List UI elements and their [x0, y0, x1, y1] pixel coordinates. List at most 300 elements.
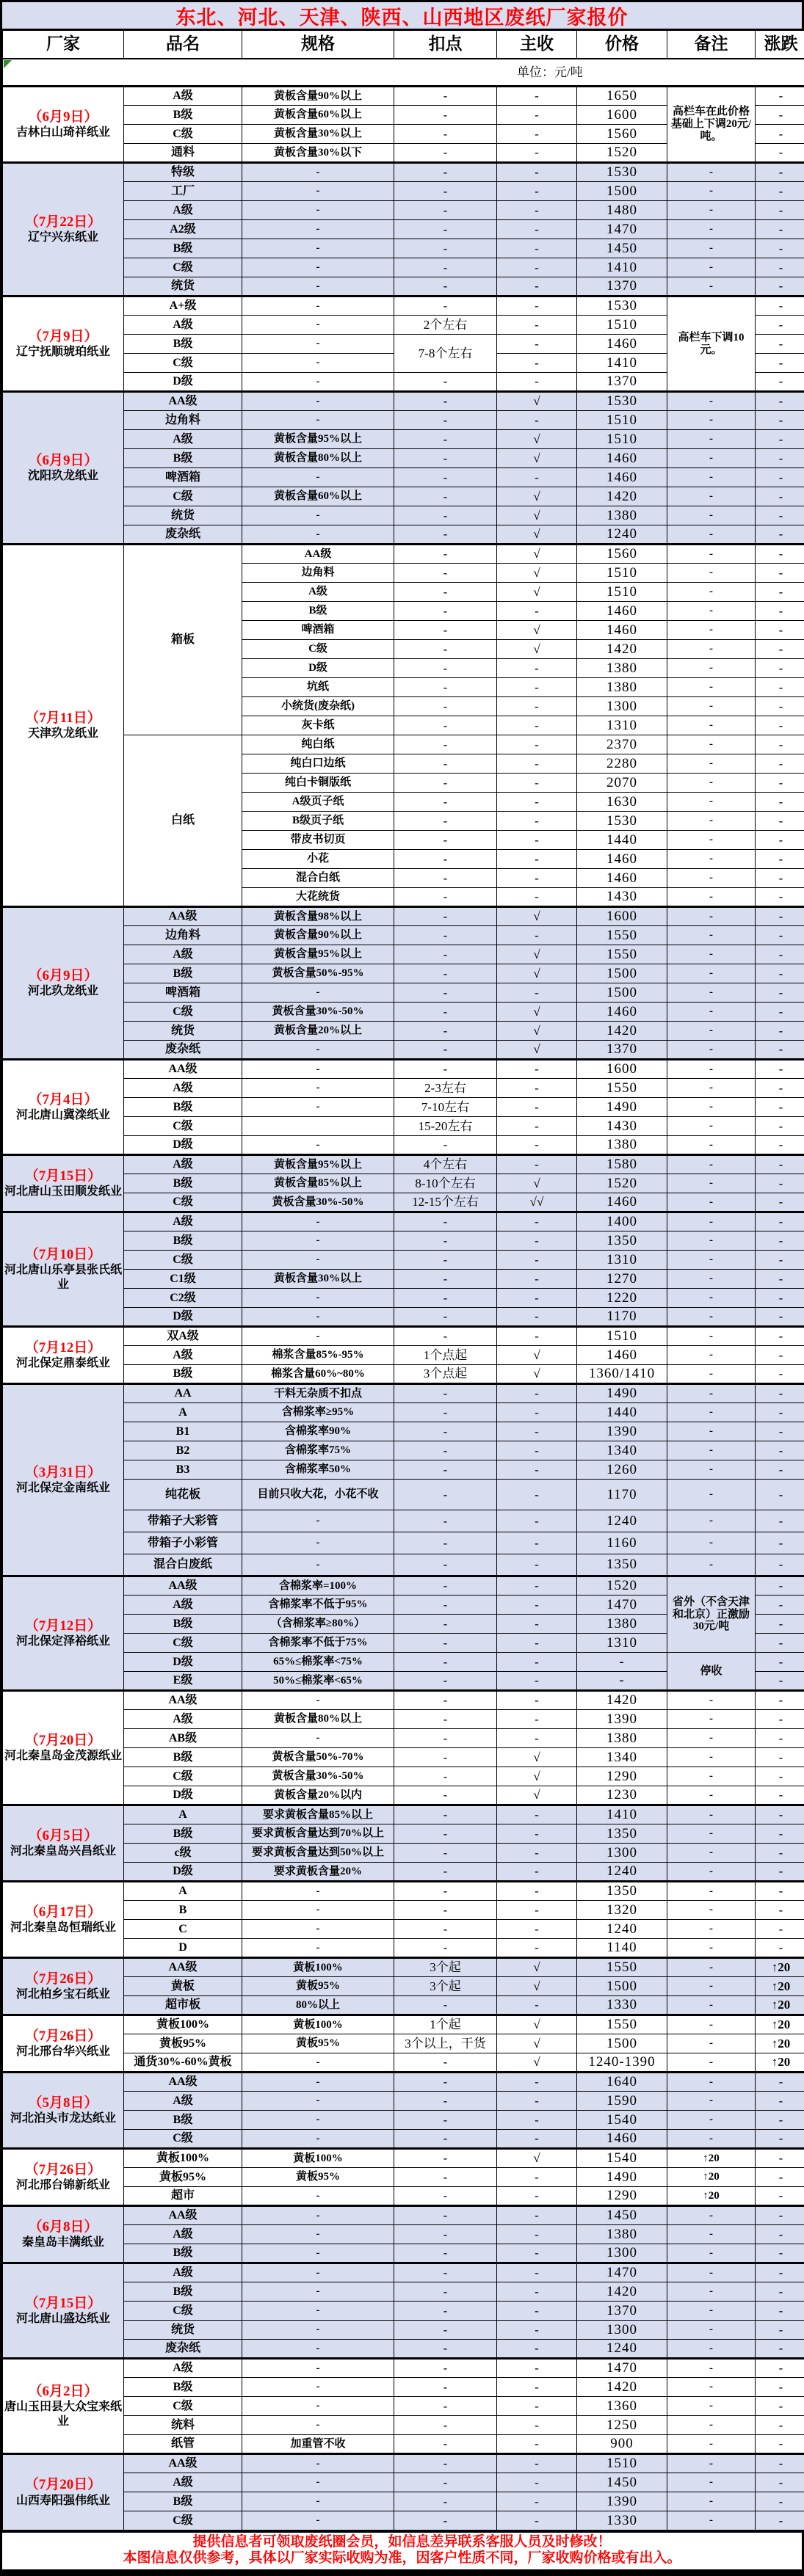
change-cell: -: [756, 945, 804, 964]
spec-cell: -: [242, 392, 394, 411]
change-cell: -: [756, 831, 804, 850]
spec-cell: -: [242, 258, 394, 277]
note-cell: -: [667, 2225, 756, 2244]
deduction-cell: 15-20左右: [394, 1117, 497, 1136]
main-collect-cell: √√: [497, 1193, 577, 1212]
product-name-cell: B3: [124, 1460, 242, 1480]
price-cell: 1460: [577, 449, 667, 468]
note-cell: -: [667, 869, 756, 888]
note-cell: -: [667, 1079, 756, 1098]
factory-name: 秦皇岛丰满纸业: [4, 2235, 122, 2250]
main-collect-cell: √: [497, 1365, 577, 1384]
deduction-cell: -: [394, 888, 497, 907]
main-collect-cell: √: [497, 564, 577, 583]
deduction-cell: 2-3左右: [394, 1079, 497, 1098]
price-cell: 1470: [577, 220, 667, 239]
spec-cell: -: [242, 316, 394, 335]
price-cell: 1460: [577, 602, 667, 621]
factory-name: 河北秦皇岛恒瑞纸业: [4, 1921, 122, 1935]
factory-date: （7月12日）: [4, 1339, 122, 1357]
price-cell: 1370: [577, 373, 667, 392]
table-row: [3, 296, 804, 316]
main-collect-cell: -: [497, 1691, 577, 1710]
factory-name: 河北唐山乐亭县张氏纸业: [4, 1263, 122, 1292]
price-cell: 1240: [577, 1510, 667, 1532]
main-collect-cell: -: [497, 1653, 577, 1672]
product-name-cell: 超市板: [124, 1996, 242, 2015]
factory-name: 辽宁兴东纸业: [4, 230, 122, 245]
spec-cell: 黄板含量95%以上: [242, 430, 394, 449]
price-cell: 1340: [577, 1441, 667, 1460]
note-cell: -: [667, 1977, 756, 1996]
product-name-cell: 箱板: [124, 545, 242, 735]
note-cell: -: [667, 2092, 756, 2111]
price-cell: 1420: [577, 2378, 667, 2397]
price-cell: 1170: [577, 1308, 667, 1327]
product-name-cell: A级: [124, 2092, 242, 2111]
main-collect-cell: -: [497, 812, 577, 831]
deduction-cell: -: [394, 1863, 497, 1882]
price-cell: 1160: [577, 1532, 667, 1554]
product-name-cell: A级: [124, 1346, 242, 1365]
deduction-cell: -: [394, 1691, 497, 1710]
main-collect-cell: -: [497, 1060, 577, 1079]
factory-cell: [3, 1384, 124, 1576]
note-cell: -: [667, 1155, 756, 1174]
change-cell: -: [756, 1117, 804, 1136]
main-collect-cell: -: [497, 1939, 577, 1958]
spec-cell: -: [242, 1882, 394, 1901]
note-cell: -: [667, 2130, 756, 2149]
price-cell: 1460: [577, 1346, 667, 1365]
spec-cell: 黄板含量95%以上: [242, 945, 394, 964]
note-cell: -: [667, 2282, 756, 2302]
deduction-cell: -: [394, 926, 497, 945]
note-cell: -: [667, 2263, 756, 2282]
spec-cell: 50%≤棉浆率<65%: [242, 1672, 394, 1691]
main-collect-cell: -: [497, 1844, 577, 1863]
factory-date: （6月2日）: [4, 2383, 122, 2401]
price-cell: 1450: [577, 2473, 667, 2492]
table-row: [3, 2149, 804, 2168]
change-cell: -: [756, 87, 804, 106]
price-cell: 1500: [577, 2034, 667, 2053]
price-cell: 1500: [577, 1977, 667, 1996]
main-collect-cell: -: [497, 182, 577, 201]
price-cell: 1360/1410: [577, 1365, 667, 1384]
product-name-cell: B级: [124, 2378, 242, 2397]
price-cell: 1170: [577, 1480, 667, 1510]
note-cell: -: [667, 1174, 756, 1193]
deduction-cell: -: [394, 487, 497, 506]
product-name-cell: AA级: [124, 1576, 242, 1596]
note-cell: -: [667, 1441, 756, 1460]
spec-cell: -: [242, 2321, 394, 2340]
product-name-cell: 通货30%-60%黄板: [124, 2053, 242, 2073]
product-name-cell: 啤酒箱: [124, 983, 242, 1003]
deduction-cell: -: [394, 2359, 497, 2378]
product-name-cell: C级: [124, 2511, 242, 2530]
main-collect-cell: √: [497, 1767, 577, 1786]
deduction-cell: -: [394, 2435, 497, 2454]
change-cell: -: [756, 1596, 804, 1615]
note-cell: -: [667, 1251, 756, 1270]
note-cell: -: [667, 392, 756, 411]
change-cell: -: [756, 1289, 804, 1308]
main-collect-cell: √: [497, 945, 577, 964]
change-cell: -: [756, 793, 804, 812]
price-cell: 1340: [577, 1748, 667, 1767]
deduction-cell: -: [394, 850, 497, 869]
factory-date: （7月9日）: [4, 328, 122, 346]
deduction-cell: -: [394, 774, 497, 793]
factory-cell: [3, 2206, 124, 2263]
deduction-cell: -: [394, 1844, 497, 1863]
main-collect-cell: -: [497, 2511, 577, 2530]
factory-cell: [3, 1212, 124, 1327]
spec-cell: -: [242, 2359, 394, 2378]
note-cell: -: [667, 697, 756, 716]
deduction-cell: -: [394, 106, 497, 125]
change-cell: -: [756, 468, 804, 487]
change-cell: -: [756, 1041, 804, 1060]
main-collect-cell: √: [497, 907, 577, 926]
price-cell: 1520: [577, 1576, 667, 1596]
note-cell: -: [667, 1403, 756, 1422]
price-cell: 1510: [577, 2454, 667, 2473]
main-collect-cell: √: [497, 1174, 577, 1193]
product-name-cell: D级: [124, 1653, 242, 1672]
deduction-cell: -: [394, 1403, 497, 1422]
product-name-cell: C级: [124, 125, 242, 144]
product-name-cell: D级: [124, 1786, 242, 1805]
table-row: [3, 545, 804, 564]
spec-cell: 黄板100%: [242, 2149, 394, 2168]
main-collect-cell: -: [497, 144, 577, 163]
product-name-cell: 统货: [124, 1022, 242, 1041]
deduction-cell: -: [394, 2492, 497, 2511]
note-cell: -: [667, 621, 756, 640]
table-row: [3, 2015, 804, 2034]
note-cell: ↑20: [667, 2149, 756, 2168]
note-cell: -: [667, 2244, 756, 2263]
factory-date: （7月26日）: [4, 2028, 122, 2045]
note-cell: -: [667, 1003, 756, 1022]
spec-cell: -: [242, 1212, 394, 1231]
product-name-cell: AA级: [124, 2073, 242, 2092]
price-cell: 1310: [577, 716, 667, 735]
price-cell: 1390: [577, 1710, 667, 1729]
note-cell: -: [667, 1958, 756, 1977]
factory-name: 河北秦皇岛兴昌纸业: [4, 1844, 122, 1859]
spec-cell: 黄板含量85%以上: [242, 1174, 394, 1193]
main-collect-cell: -: [497, 678, 577, 697]
main-collect-cell: -: [497, 2378, 577, 2397]
price-cell: 1290: [577, 1767, 667, 1786]
spec-cell: 含棉浆率=100%: [242, 1576, 394, 1596]
change-cell: -: [756, 2359, 804, 2378]
price-cell: 1460: [577, 1193, 667, 1212]
change-cell: -: [756, 2073, 804, 2092]
change-cell: -: [756, 125, 804, 144]
change-cell: -: [756, 564, 804, 583]
deduction-cell: -: [394, 430, 497, 449]
price-cell: 1510: [577, 430, 667, 449]
factory-date: （7月11日）: [4, 710, 122, 727]
factory-cell: [3, 1060, 124, 1155]
product-name-cell: 纯花板: [124, 1480, 242, 1510]
deduction-cell: -: [394, 1634, 497, 1653]
product-name-cell: 黄板95%: [124, 2034, 242, 2053]
factory-name: 沈阳玖龙纸业: [4, 469, 122, 484]
deduction-cell: -: [394, 1308, 497, 1327]
spec-cell: -: [242, 1098, 394, 1117]
change-cell: -: [756, 1022, 804, 1041]
deduction-cell: -: [394, 2149, 497, 2168]
main-collect-cell: -: [497, 335, 577, 354]
price-cell: 1490: [577, 1384, 667, 1403]
spec-cell: AA级: [242, 545, 394, 564]
main-collect-cell: -: [497, 316, 577, 335]
note-cell: -: [667, 678, 756, 697]
deduction-cell: 7-10左右: [394, 1098, 497, 1117]
price-cell: 1350: [577, 1824, 667, 1844]
main-collect-cell: -: [497, 1480, 577, 1510]
product-name-cell: C级: [124, 1117, 242, 1136]
deduction-cell: -: [394, 220, 497, 239]
change-cell: -: [756, 1554, 804, 1576]
note-cell: -: [667, 907, 756, 926]
deduction-cell: -: [394, 468, 497, 487]
product-name-cell: 黄板: [124, 1977, 242, 1996]
price-cell: 1460: [577, 869, 667, 888]
main-collect-cell: -: [497, 888, 577, 907]
product-name-cell: D级: [124, 1863, 242, 1882]
price-cell: 1400: [577, 1212, 667, 1231]
deduction-cell: 3个起: [394, 1977, 497, 1996]
factory-name: 辽宁抚顺琥珀纸业: [4, 345, 122, 360]
deduction-cell: -: [394, 144, 497, 163]
change-cell: -: [756, 1653, 804, 1672]
main-collect-cell: -: [497, 1117, 577, 1136]
main-collect-cell: √: [497, 1748, 577, 1767]
deduction-cell: -: [394, 2111, 497, 2130]
main-collect-cell: √: [497, 506, 577, 525]
price-cell: 1600: [577, 106, 667, 125]
spec-cell: 干料无杂质不扣点: [242, 1384, 394, 1403]
factory-date: （6月8日）: [4, 2219, 122, 2236]
note-cell: -: [667, 1480, 756, 1510]
product-name-cell: A: [124, 1403, 242, 1422]
main-collect-cell: -: [497, 125, 577, 144]
factory-cell: [3, 1155, 124, 1212]
main-collect-cell: -: [497, 2340, 577, 2359]
change-cell: -: [756, 621, 804, 640]
factory-date: （6月9日）: [4, 109, 122, 126]
change-cell: -: [756, 735, 804, 754]
spec-cell: 黄板含量98%以上: [242, 907, 394, 926]
spec-cell: 棉浆含量85%-95%: [242, 1346, 394, 1365]
main-collect-cell: -: [497, 735, 577, 754]
unit-label: 单位：元/吨: [517, 65, 583, 79]
note-cell: -: [667, 1231, 756, 1251]
price-cell: 1420: [577, 640, 667, 659]
price-cell: 1520: [577, 1174, 667, 1193]
note-cell: -: [667, 850, 756, 869]
change-cell: -: [756, 850, 804, 869]
product-name-cell: A+级: [124, 296, 242, 316]
price-cell: 1360: [577, 2397, 667, 2416]
spec-cell: -: [242, 1060, 394, 1079]
col-header-change: 涨跌: [756, 31, 804, 59]
note-cell: -: [667, 277, 756, 296]
deduction-cell: -: [394, 1554, 497, 1576]
price-cell: 1420: [577, 1022, 667, 1041]
table-row: [3, 907, 804, 926]
change-cell: -: [756, 602, 804, 621]
change-cell: -: [756, 2321, 804, 2340]
change-cell: -: [756, 888, 804, 907]
price-cell: 1510: [577, 564, 667, 583]
note-cell: -: [667, 1346, 756, 1365]
change-cell: -: [756, 258, 804, 277]
product-name-cell: D级: [124, 373, 242, 392]
factory-cell: [3, 163, 124, 296]
change-cell: -: [756, 716, 804, 735]
change-cell: -: [756, 1460, 804, 1480]
main-collect-cell: √: [497, 545, 577, 564]
unit-cell: [3, 59, 804, 87]
footer-notice: [2, 2530, 802, 2574]
note-cell: -: [667, 1098, 756, 1117]
note-cell: -: [667, 2492, 756, 2511]
main-collect-cell: -: [497, 411, 577, 430]
spec-cell: 纯白口边纸: [242, 754, 394, 774]
change-cell: -: [756, 1729, 804, 1748]
deduction-cell: -: [394, 793, 497, 812]
table-row: [3, 1327, 804, 1346]
main-collect-cell: -: [497, 1615, 577, 1634]
deduction-cell: -: [394, 201, 497, 220]
factory-cell: [3, 907, 124, 1060]
spec-cell: 黄板含量30%-50%: [242, 1767, 394, 1786]
spec-cell: （含棉浆率≥80%）: [242, 1615, 394, 1634]
deduction-cell: -: [394, 602, 497, 621]
price-cell: 1240-1390: [577, 2053, 667, 2073]
factory-cell: [3, 1691, 124, 1805]
factory-date: （3月31日）: [4, 1464, 122, 1482]
factory-date: （7月26日）: [4, 2161, 122, 2179]
factory-name: 天津玖龙纸业: [4, 727, 122, 741]
change-cell: -: [756, 1786, 804, 1805]
product-name-cell: C级: [124, 354, 242, 373]
main-collect-cell: -: [497, 1554, 577, 1576]
factory-name: 河北保定金南纸业: [4, 1481, 122, 1496]
product-name-cell: AA级: [124, 1060, 242, 1079]
deduction-cell: -: [394, 1270, 497, 1289]
price-cell: 1390: [577, 1422, 667, 1441]
spec-cell: -: [242, 373, 394, 392]
spec-cell: -: [242, 220, 394, 239]
price-cell: 1240: [577, 1920, 667, 1939]
note-cell: -: [667, 201, 756, 220]
factory-date: （7月15日）: [4, 1168, 122, 1185]
change-cell: -: [756, 392, 804, 411]
note-cell: -: [667, 1824, 756, 1844]
main-collect-cell: -: [497, 258, 577, 277]
note-cell: -: [667, 1327, 756, 1346]
page-title: 东北、河北、天津、陕西、山西地区废纸厂家报价: [176, 1, 629, 30]
product-name-cell: AA级: [124, 1958, 242, 1977]
note-cell: -: [667, 1041, 756, 1060]
deduction-cell: -: [394, 964, 497, 983]
main-collect-cell: √: [497, 964, 577, 983]
change-cell: -: [756, 2340, 804, 2359]
product-name-cell: 边角料: [124, 411, 242, 430]
change-cell: -: [756, 2263, 804, 2282]
deduction-cell: -: [394, 277, 497, 296]
change-cell: -: [756, 1748, 804, 1767]
note-cell: -: [667, 2015, 756, 2034]
product-name-cell: AA级: [124, 1691, 242, 1710]
main-collect-cell: -: [497, 1289, 577, 1308]
spec-cell: -: [242, 2492, 394, 2511]
spec-cell: -: [242, 2473, 394, 2492]
deduction-cell: 3个起: [394, 1958, 497, 1977]
deduction-cell: -: [394, 296, 497, 316]
product-name-cell: C2级: [124, 1289, 242, 1308]
price-cell: -: [577, 1672, 667, 1691]
deduction-cell: -: [394, 2302, 497, 2321]
spec-cell: 黄板95%: [242, 2168, 394, 2187]
factory-date: （7月26日）: [4, 1971, 122, 1988]
factory-date: （6月9日）: [4, 452, 122, 470]
spec-cell: -: [242, 1729, 394, 1748]
deduction-cell: -: [394, 583, 497, 602]
main-collect-cell: -: [497, 793, 577, 812]
product-name-cell: c级: [124, 1844, 242, 1863]
deduction-cell: -: [394, 678, 497, 697]
price-cell: 1540: [577, 2111, 667, 2130]
change-cell: -: [756, 2225, 804, 2244]
change-cell: -: [756, 487, 804, 506]
table-row: [3, 2359, 804, 2378]
price-cell: 1520: [577, 144, 667, 163]
change-cell: -: [756, 583, 804, 602]
deduction-cell: -: [394, 1003, 497, 1022]
main-collect-cell: -: [497, 1251, 577, 1270]
header-row: [3, 31, 804, 59]
deduction-cell: -: [394, 754, 497, 774]
spec-cell: -: [242, 411, 394, 430]
spec-cell: 要求黄板含量达到70%以上: [242, 1824, 394, 1844]
spec-cell: -: [242, 163, 394, 182]
main-collect-cell: -: [497, 87, 577, 106]
deduction-cell: -: [394, 2206, 497, 2225]
deduction-cell: -: [394, 2263, 497, 2282]
price-cell: 1380: [577, 1615, 667, 1634]
product-name-cell: B级: [124, 964, 242, 983]
spec-cell: -: [242, 296, 394, 316]
table-row: [3, 1576, 804, 1596]
price-cell: 1370: [577, 2302, 667, 2321]
deduction-cell: -: [394, 1212, 497, 1231]
main-collect-cell: √: [497, 1977, 577, 1996]
deduction-cell: -: [394, 2378, 497, 2397]
note-cell: -: [667, 525, 756, 545]
main-collect-cell: -: [497, 1863, 577, 1882]
change-cell: -: [756, 2244, 804, 2263]
